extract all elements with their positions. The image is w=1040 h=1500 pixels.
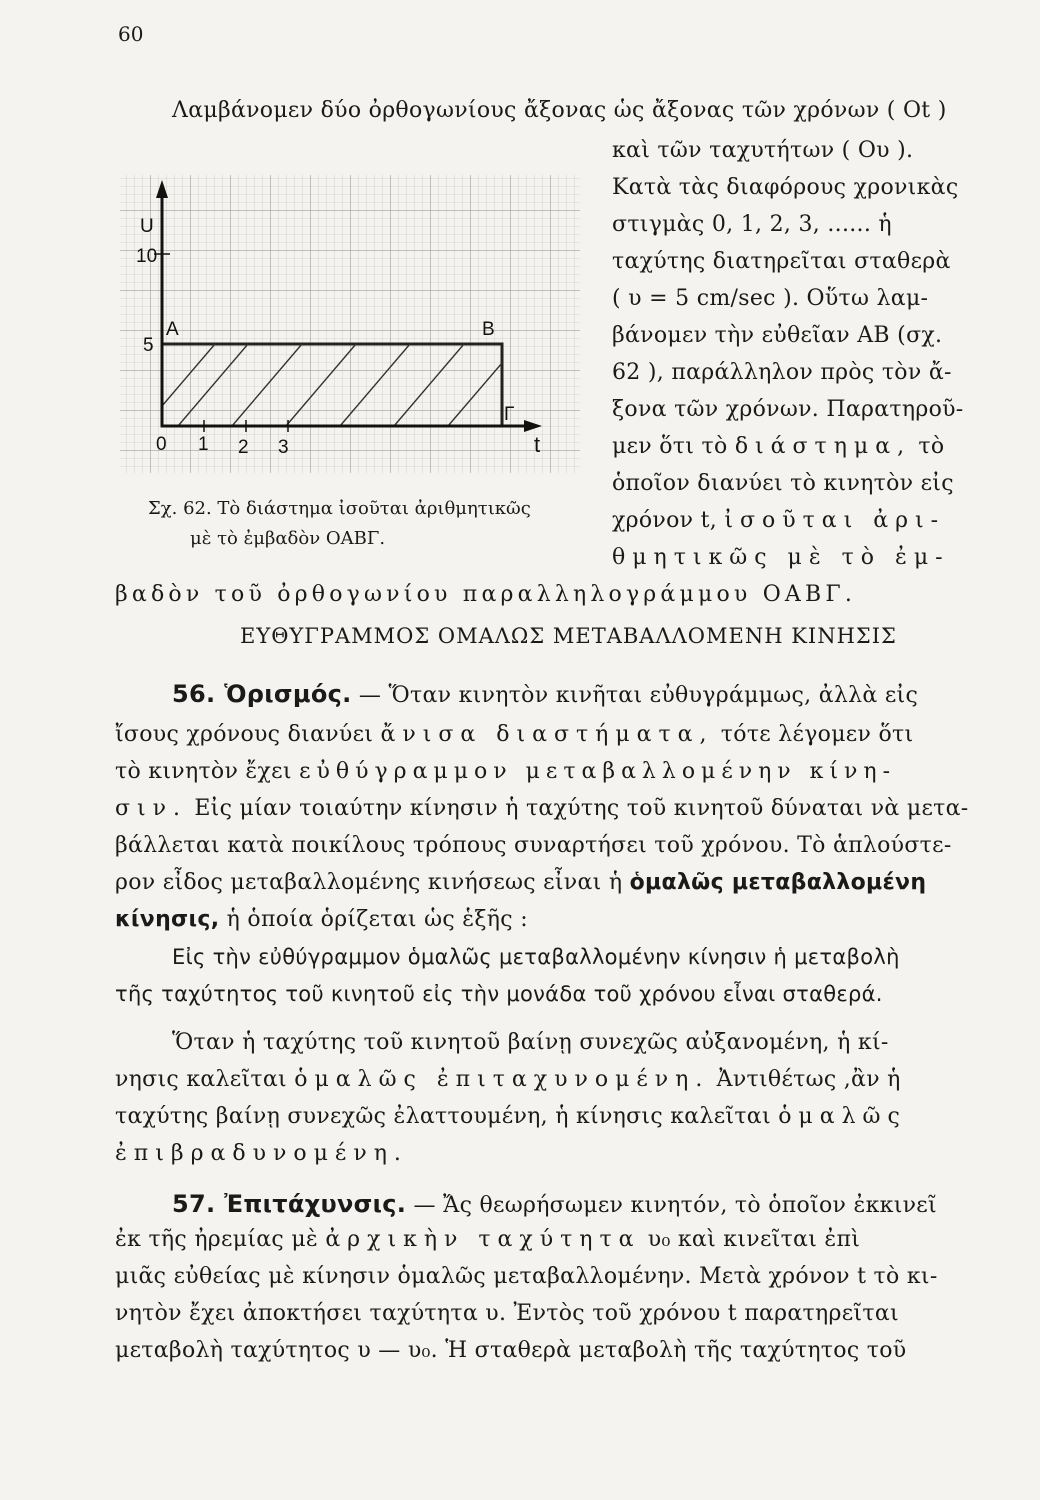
text-run: Εἰς μίαν τοιαύτην κίνησιν ἡ ταχύτης τοῦ κινητοῦ δύναται νὰ μετα-	[194, 796, 969, 821]
point-a: A	[166, 319, 179, 340]
s57-line: μιᾶς εὐθείας μὲ κίνησιν ὁμαλῶς μεταβαλλομένην. Μετὰ χρόνον t τὸ κι-	[115, 1264, 938, 1289]
emphasis-run: ἀρχικὴν ταχύτητα	[325, 1227, 641, 1252]
origin-label: 0	[156, 434, 167, 455]
text-run: τὸ	[918, 434, 945, 459]
text-run: τότε λέγομεν ὅτι	[720, 722, 914, 747]
s56-line	[115, 796, 969, 821]
text-run: — Ὅταν κινητὸν κινῆται εὐθυγράμμως, ἀλλὰ εἰς	[358, 683, 919, 708]
emphasis-run: ὁμαλῶς	[778, 1104, 907, 1129]
figure-caption: Σχ. 62. Τὸ διάστημα ἰσοῦται ἀριθμητικῶς	[148, 498, 531, 519]
text-run: Ἀντιθέτως ,ἂν ἡ	[716, 1067, 901, 1092]
text-run: μεν ὅτι τὸ	[612, 434, 728, 459]
s56-line	[115, 1067, 901, 1092]
emphasis-run: εὐθύγραμμον μεταβαλλομένην κίνη-	[299, 759, 897, 784]
s56-line	[115, 870, 926, 895]
x-tick-3: 3	[278, 437, 289, 458]
x-tick-1: 1	[198, 434, 209, 455]
rule-line: Εἰς τὴν εὐθύγραμμον ὁμαλῶς μεταβαλλομένην κίνησιν ἡ μεταβολὴ	[172, 945, 900, 969]
intro-line: ( υ = 5 cm/sec ). Οὕτω λαμ-	[612, 286, 929, 311]
s56-line: Ὅταν ἡ ταχύτης τοῦ κινητοῦ βαίνῃ συνεχῶς αὐξανομένη, ἡ κί-	[172, 1030, 889, 1055]
text-run: ἐκ τῆς ἠρεμίας μὲ	[115, 1227, 319, 1252]
s56-line	[115, 759, 896, 784]
s57-line: μεταβολὴ ταχύτητος υ — υ₀. Ἡ σταθερὰ μεταβολὴ τῆς ταχύτητος τοῦ	[115, 1338, 907, 1363]
text-run: υ₀ καὶ κινεῖται ἐπὶ	[647, 1227, 861, 1252]
s57-line: νητὸν ἔχει ἀποκτήσει ταχύτητα υ. Ἐντὸς τοῦ χρόνου t παρατηρεῖται	[115, 1301, 899, 1326]
intro-line: καὶ τῶν ταχυτήτων ( Ου ).	[612, 138, 914, 163]
intro-line: Κατὰ τὰς διαφόρους χρονικὰς	[612, 175, 959, 200]
text-run: χρόνον t,	[612, 508, 718, 533]
s56-line	[115, 907, 528, 932]
emphasis-run: ἰσοῦται ἀρι-	[724, 508, 946, 533]
s56-line: βάλλεται κατὰ ποικίλους τρόπους συναρτήσει τοῦ χρόνου. Τὸ ἁπλούστε-	[115, 833, 952, 858]
intro-line: βαδὸν τοῦ ὀρθογωνίου παραλληλογράμμου ΟΑΒΓ.	[115, 582, 857, 607]
figure-caption: μὲ τὸ ἐμβαδὸν ΟΑΒΓ.	[190, 528, 386, 549]
intro-line: Λαμβάνομεν δύο ὀρθογωνίους ἄξονας ὡς ἄξονας τῶν χρόνων ( Οt )	[172, 98, 947, 123]
emphasis-run: σιν.	[115, 796, 188, 821]
intro-line: 62 ), παράλληλον πρὸς τὸν ἄ-	[612, 360, 952, 385]
intro-line: ταχύτης διατηρεῖται σταθερὰ	[612, 249, 951, 274]
intro-line: ὁποῖον διανύει τὸ κινητὸν εἰς	[612, 471, 954, 496]
t-axis-label: t	[534, 432, 541, 457]
bold-term: ὁμαλῶς μεταβαλλομένη	[629, 870, 927, 895]
text-run: ρον εἶδος μεταβαλλομένης κινήσεως εἶναι ἡ	[115, 870, 623, 895]
u-axis-label: U	[140, 216, 154, 237]
section-number: 57. Ἐπιτάχυνσις.	[172, 1190, 407, 1218]
s57-line	[172, 1190, 937, 1218]
intro-line: βάνομεν τὴν εὐθεῖαν ΑΒ (σχ.	[612, 323, 943, 348]
intro-line	[612, 508, 945, 533]
s56-line	[115, 722, 913, 747]
velocity-time-graph	[110, 170, 590, 475]
text-run: τὸ κινητὸν ἔχει	[115, 759, 292, 784]
intro-line	[612, 434, 944, 459]
rule-line: τῆς ταχύτητος τοῦ κινητοῦ εἰς τὴν μονάδα τοῦ χρόνου εἶναι σταθερά.	[115, 982, 883, 1006]
intro-line: θμητικῶς μὲ τὸ ἐμ-	[612, 545, 950, 570]
s56-line	[172, 680, 918, 708]
emphasis-run: διάστημα,	[734, 434, 912, 459]
s56-line: ἐπιβραδυνομένη.	[115, 1141, 408, 1166]
s56-line	[115, 1104, 907, 1129]
y-tick-10: 10	[136, 246, 158, 267]
section-heading: ΕΥΘΥΓΡΑΜΜΟΣ ΟΜΑΛΩΣ ΜΕΤΑΒΑΛΛΟΜΕΝΗ ΚΙΝΗΣΙΣ	[240, 624, 897, 648]
text-run: — Ἄς θεωρήσωμεν κινητόν, τὸ ὁποῖον ἐκκινεῖ	[413, 1193, 937, 1218]
intro-line: ξονα τῶν χρόνων. Παρατηροῦ-	[612, 397, 964, 422]
text-run: ἴσους χρόνους διανύει	[115, 722, 374, 747]
text-run: ἡ ὁποία ὁρίζεται ὡς ἑξῆς :	[226, 907, 528, 932]
page-number: 60	[118, 22, 144, 46]
emphasis-run: ὁμαλῶς ἐπιταχυνομένη.	[294, 1067, 710, 1092]
point-b: B	[482, 319, 495, 340]
point-g: Γ	[504, 404, 515, 425]
bold-term: κίνησις,	[115, 907, 220, 932]
graph-paper-major	[120, 175, 580, 473]
text-run: ταχύτης βαίνῃ συνεχῶς ἐλαττουμένη, ἡ κίνησις καλεῖται	[115, 1104, 771, 1129]
s57-line	[115, 1227, 860, 1252]
intro-line: στιγμὰς 0, 1, 2, 3, ...... ἡ	[612, 212, 892, 237]
x-tick-2: 2	[238, 437, 249, 458]
text-run: νησις καλεῖται	[115, 1067, 287, 1092]
emphasis-run: ἄνισα διαστήματα,	[380, 722, 714, 747]
section-number: 56. Ὁρισμός.	[172, 680, 352, 708]
y-tick-5: 5	[143, 335, 154, 356]
